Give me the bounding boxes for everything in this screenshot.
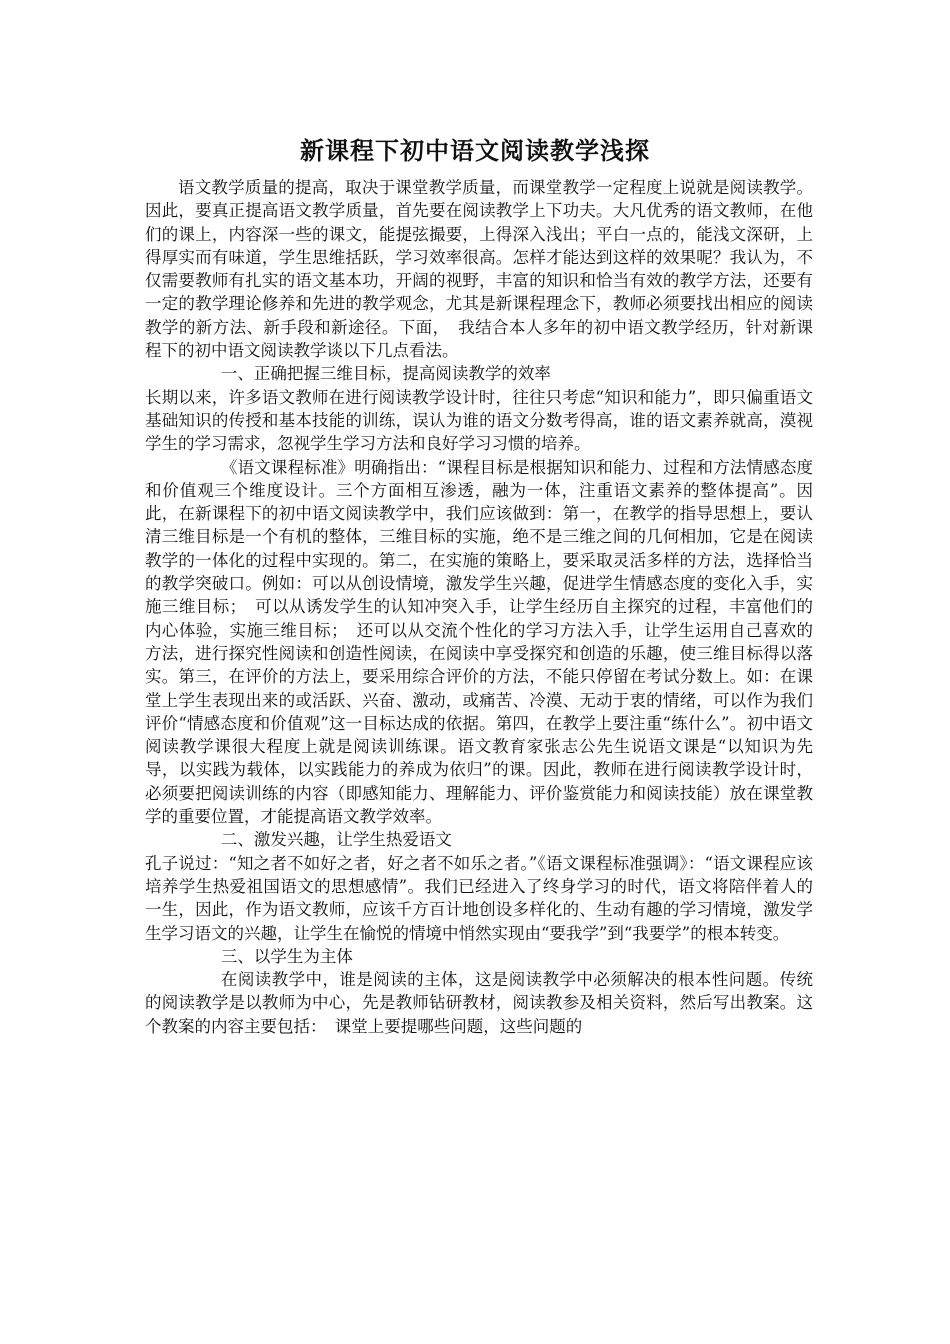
section-heading-2: 二、激发兴趣，让学生热爱语文 xyxy=(220,830,452,850)
intro-paragraph: 语文教学质量的提高，取决于课堂教学质量，而课堂教学一定程度上说就是阅读教学。因此，要真正提高语文教学质量，首先要在阅读教学上下功夫。大凡优秀的语文教师，在他们的课上，内容深一些的课文，能提弦撮要，上得深入浅出；平白一点的，能浅文深研，上得厚实而有味道，学生思维括跃，学习效率很高。怎样才能达到这样的效果呢？我认为，不仅需要教师有扎实的语文基本功，开阔的视野，丰富的知识和恰当有效的教学方法，还要有一定的教学理论修养和先进的教学观念，尤其是新课程理念下，教师必须要找出相应的阅读教学的新方法、新手段和新途径。下面， 我结合本人多年的初中语文教学经历，针对新课程下的初中语文阅读教学谈以下几点看法。 xyxy=(145,178,813,361)
section-1-paragraph-1: 长期以来，许多语文教师在进行阅读教学设计时，往往只考虑“知识和能力”，即只偏重语文基础知识的传授和基本技能的训练，误认为谁的语文分数考得高，谁的语文素养就高，漠视学生的学习需求，忽视学生学习方法和良好学习习惯的培养。 xyxy=(145,387,813,454)
document-body xyxy=(145,176,813,1038)
section-2-paragraph-1: 孔子说过：“知之者不如好之者，好之者不如乐之者。”《语文课程标准强调》：“语文课程应该培养学生热爱祖国语文的思想感情”。我们已经进入了终身学习的时代，语文将陪伴着人的一生，因此，作为语文教师，应该千方百计地创设多样化的、生动有趣的学习情境，激发学生学习语文的兴趣，让学生在愉悦的情境中悄然实现由“要我学”到“我要学”的根本转变。 xyxy=(145,853,813,943)
section-3-paragraph-1: 在阅读教学中，谁是阅读的主体，这是阅读教学中必须解决的根本性问题。传统的阅读教学是以教师为中心，先是教师钻研教材，阅读教参及相关资料，然后写出教案。这个教案的内容主要包括： 课堂上要提哪些问题，这些问题的 xyxy=(145,970,813,1036)
section-heading-1: 一、正确把握三维目标，提高阅读教学的效率 xyxy=(220,364,551,384)
section-heading-3: 三、以学生为主体 xyxy=(220,946,353,966)
document-title: 新课程下初中语文阅读教学浅探 xyxy=(300,136,650,165)
section-1-paragraph-2: 《语文课程标准》明确指出：“课程目标是根据知识和能力、过程和方法情感态度和价值观三个维度设计。三个方面相互渗透，融为一体，注重语文素养的整体提高”。因此，在新课程下的初中语文阅读教学中，我们应该做到：第一，在教学的指导思想上，要认清三维目标是一个有机的整体，三维目标的实施，绝不是三维之间的几何相加，它是在阅读教学的一体化的过程中实现的。第二，在实施的策略上，要采取灵活多样的方法，选择恰当的教学突破口。例如：可以从创设情境，激发学生兴趣，促进学生情感态度的变化入手，实施三维目标； 可以从诱发学生的认知冲突入手，让学生经历自主探究的过程，丰富他们的内心体验，实施三维目标； 还可以从交流个性化的学习方法入手，让学生运用自己喜欢的方法，进行探究性阅读和创造性阅读，在阅读中享受探究和创造的乐趣，使三维目标得以落实。第三，在评价的方法上，要采用综合评价的方法，不能只停留在考试分数上。如：在课堂上学生表现出来的或活跃、兴奋、激动，或痛苦、冷漠、无动于衷的情绪，可以作为我们评价“情感态度和价值观”这一目标达成的依据。第四，在教学上要注重“练什么”。初中语文阅读教学课很大程度上就是阅读训练课。语文教育家张志公先生说语文课是“以知识为先导，以实践为载体，以实践能力的养成为依归”的课。因此，教师在进行阅读教学设计时，必须要把阅读训练的内容（即感知能力、理解能力、评价鉴赏能力和阅读技能）放在课堂教学的重要位置，才能提高语文教学效率。 xyxy=(145,457,813,827)
